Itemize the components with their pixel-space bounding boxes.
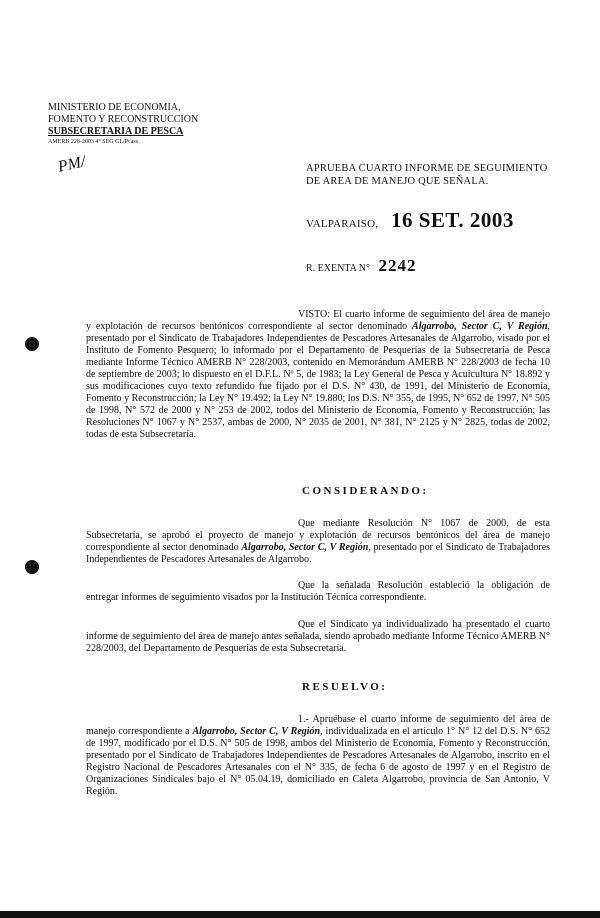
subject	[306, 162, 566, 188]
ministry-header	[48, 102, 228, 146]
subject-line-2: DE AREA DE MANEJO QUE SEÑALA.	[306, 176, 489, 187]
resuelvo-1-sector: Algarrobo, Sector C, V Región	[192, 726, 321, 737]
scan-edge	[0, 911, 600, 918]
visto-text-2: , presentado por el Sindicato de Trabajadores Independientes de Pescadores Artesanales de Algarrobo, visado por el Instituto de Fomento Pesquero; lo informado por el Departamento de Pesquerías de la Subsecretaría de Pesca mediante Informe Técnico AMERB N° 228/2003, contenido en Memorándum AMERB N° 228/2003 de fecha 10 de septiembre de 2003; lo dispuesto en el D.F.L. Nº 5, de 1983; la Ley General de Pesca y Acuicultura N° 18.892 y sus modificaciones cuyo texto refundido fue fijado por el D.S. N° 430, de 1991, del Ministerio de Economía, Fomento y Reconstrucción; la Ley N° 19.492; la Ley N° 19.880; los D.S. N° 355, de 1995, N° 652 de 1997, N° 505 de 1998, N° 572 de 2000 y N° 253 de 2002, todos del Ministerio de Economía, Fomento y Reconstrucción; las Resoluciones N° 1067 y N° 2537, ambas de 2000, N° 2035 de 2001, N° 381, N° 2125 y N° 2825, todas de 2002, todas de esta Subsecretaría.	[86, 321, 551, 440]
binder-hole	[25, 560, 39, 574]
place-date	[306, 208, 514, 233]
visto-paragraph	[86, 309, 550, 441]
reference-code: AMERB 228-2003 4° SEG GL/Pcass	[48, 139, 139, 145]
considerando-2	[86, 580, 550, 604]
considerando-1-text-b: , presentado por el Sindicato de Trabajadores Independientes de Pescadores Artesanales de Algarrobo.	[86, 542, 551, 565]
considerando-title: CONSIDERANDO:	[302, 485, 429, 497]
city: VALPARAISO,	[306, 218, 379, 230]
considerando-2-text: Que la señalada Resolución estableció la obligación de entregar informes de seguimiento visados por la Institución Técnica correspondiente.	[86, 580, 550, 603]
subsecretaria-name: SUBSECRETARIA DE PESCA	[48, 126, 184, 137]
visto-lead: VISTO:	[298, 309, 331, 320]
ministry-name: MINISTERIO DE ECONOMIA,	[48, 102, 181, 113]
handwritten-initials: PM/	[56, 153, 87, 176]
ministry-name-2: FOMENTO Y RECONSTRUCCION	[48, 114, 199, 125]
considerando-1-sector: Algarrobo, Sector C, V Región	[241, 542, 369, 553]
date-stamp: 16 SET. 2003	[390, 208, 514, 232]
subject-line-1: APRUEBA CUARTO INFORME DE SEGUIMIENTO	[306, 163, 548, 174]
considerando-3-text: Que el Sindicato ya individualizado ha presentado el cuarto informe de seguimiento del área de manejo antes señalada, siendo aprobado mediante Informe Técnico AMERB N° 228/2003, del Departamento de Pesquerías de esta Subsecretaría.	[86, 619, 550, 654]
resuelvo-1-text-a: 1.- Apruébase el cuarto informe de seguimiento del área de manejo correspondiente a	[86, 714, 550, 737]
resuelvo-1-text-b: , individualizada en el artículo 1° N° 12 del D.S. N° 652 de 1997, modificado por el D.S. N° 505 de 1998, ambos del Ministerio de Economía, Fomento y Reconstrucción, presentado por el Sindicato de Trabajadores Independientes de Pescadores Artesanales de Algarrobo, inscrito en el Registro Nacional de Pescadores Artesanales con el N° 335, de fecha 6 de agosto de 1997 y en el Registro de Organizaciones Sindicales bajo el N° 05.04.19, domiciliado en Caleta Algarrobo, provincia de San Antonio, V Región.	[86, 726, 551, 797]
resuelvo-1	[86, 714, 550, 798]
visto-text-1: El cuarto informe de seguimiento del área de manejo y explotación de recursos bentónicos correspondiente al sector denominado	[86, 309, 550, 332]
resolution-value: 2242	[378, 256, 417, 275]
considerando-1	[86, 518, 550, 566]
binder-hole	[25, 337, 39, 351]
considerando-3	[86, 619, 550, 655]
resolution-label: R. EXENTA N°	[306, 263, 371, 274]
visto-sector: Algarrobo, Sector C, V Región	[412, 321, 548, 332]
resolution-number	[306, 256, 417, 276]
resuelvo-title: RESUELVO:	[302, 681, 388, 693]
considerando-1-text-a: Que mediante Resolución N° 1067 de 2000, de esta Subsecretaría, se aprobó el proyecto de manejo y explotación de recursos bentónicos del área de manejo correspondiente al sector denominado	[86, 518, 550, 553]
